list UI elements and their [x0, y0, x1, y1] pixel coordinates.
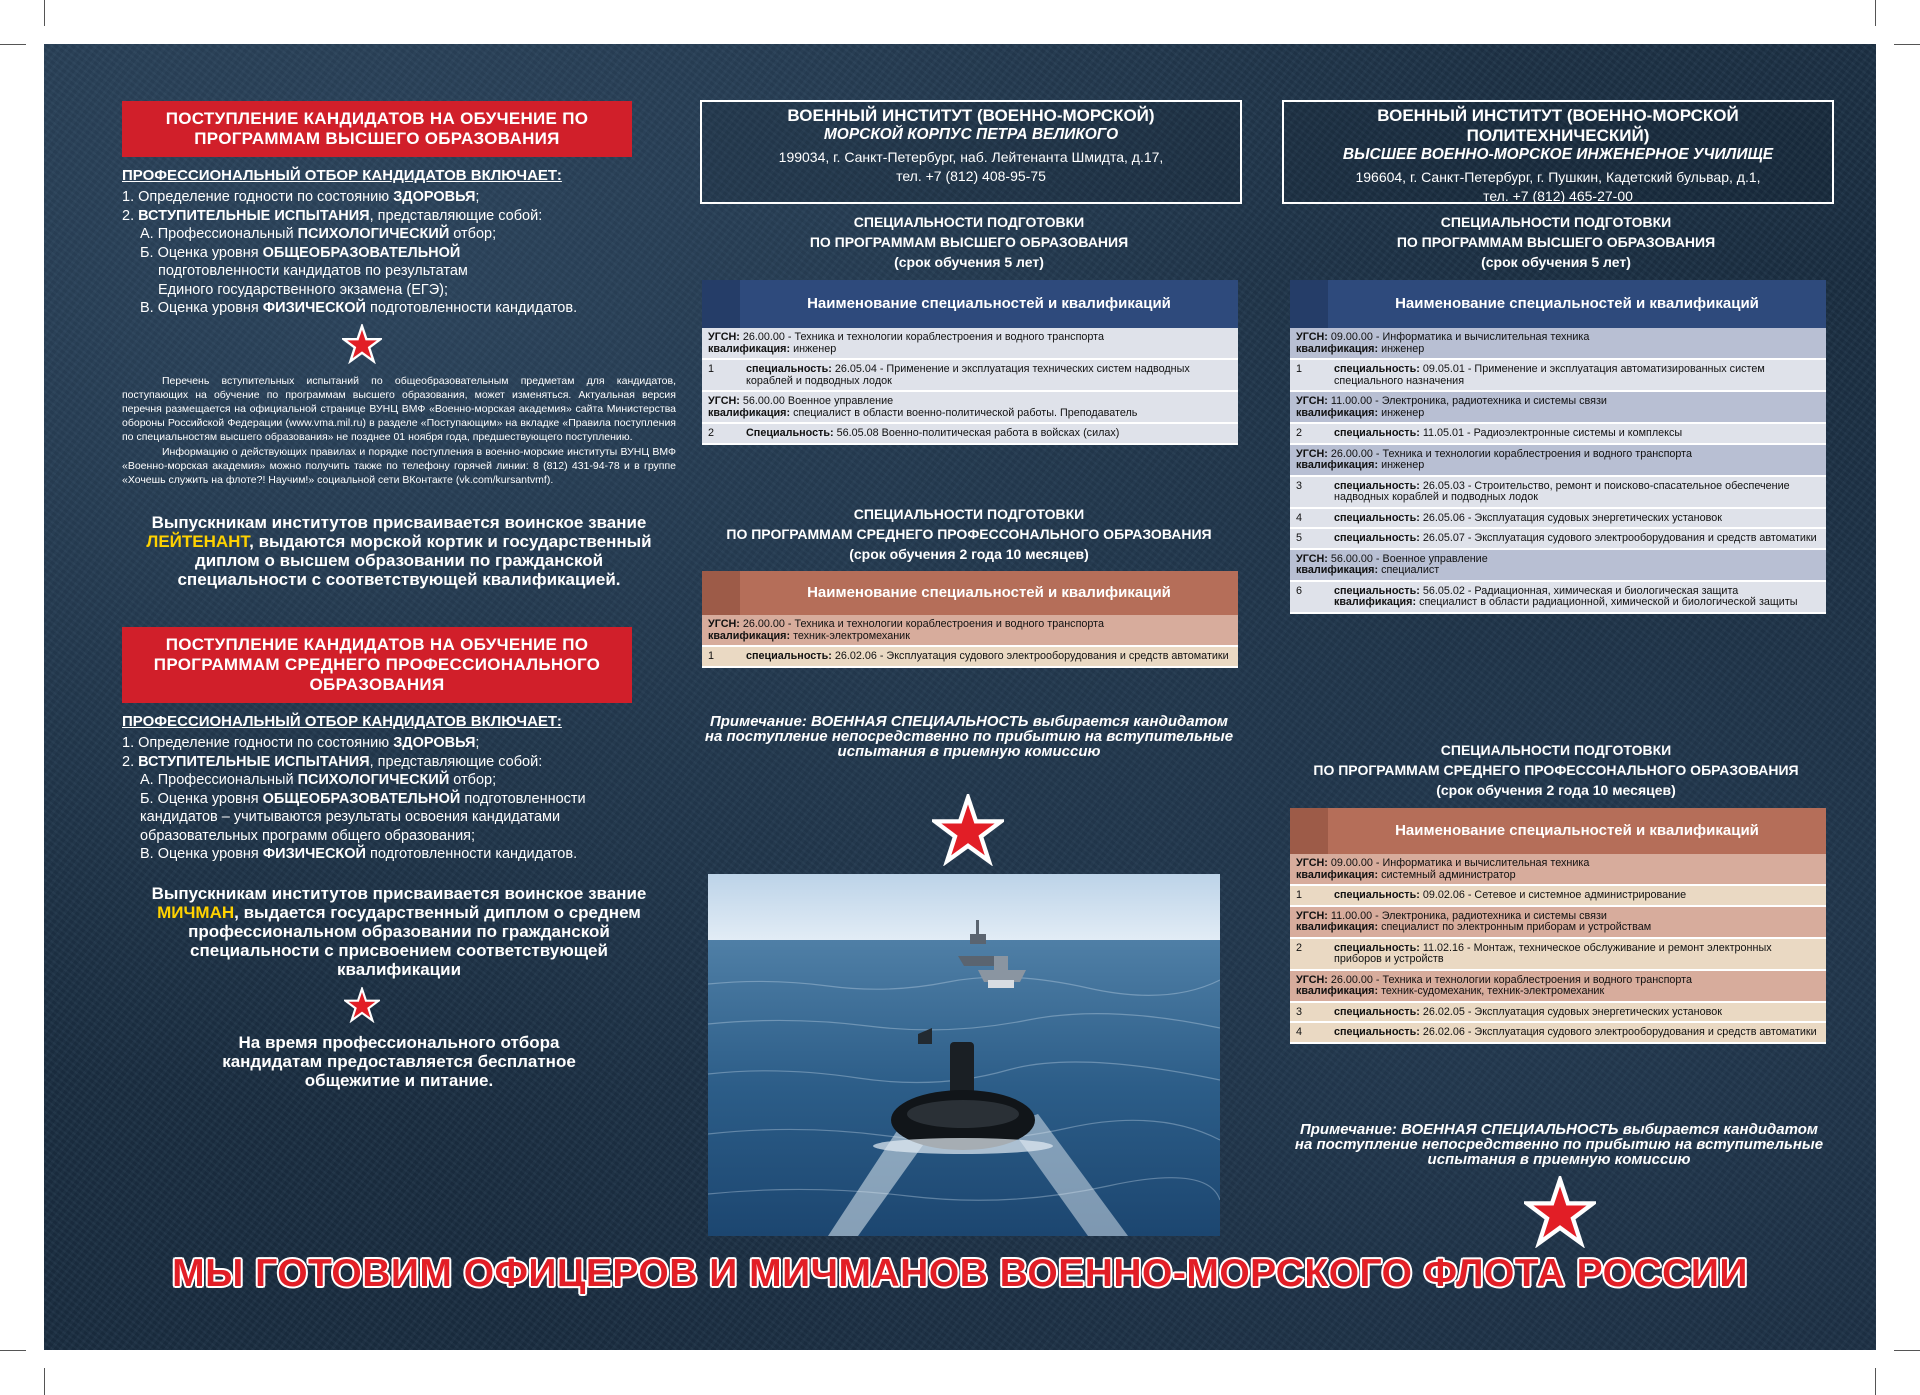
row-number: 1: [702, 359, 740, 391]
field-label: специальность:: [1334, 941, 1423, 954]
note-text: Примечание: ВОЕННАЯ СПЕЦИАЛЬНОСТЬ выбирается кандидатом на поступление непосредственно по прибытию на вступительные испытания в приемную комиссию: [1294, 1121, 1824, 1168]
secondary-education-header: ПОСТУПЛЕНИЕ КАНДИДАТОВ НА ОБУЧЕНИЕ ПО ПРОГРАММАМ СРЕДНЕГО ПРОФЕССИОНАЛЬНОГО ОБРАЗОВАНИЯ: [122, 627, 632, 703]
table-row: [1290, 549, 1826, 581]
star-icon: [342, 324, 382, 364]
specialty-cell: [1328, 1002, 1826, 1023]
submarine-photo: [708, 874, 1220, 1236]
specialty-cell: [740, 423, 1238, 444]
table-row: [1290, 359, 1826, 391]
field-value: 26.00.00 - Техника и технологии кораблестроения и водного транспорта: [1330, 973, 1693, 986]
table-row: [1290, 476, 1826, 508]
crop-mark: [1894, 44, 1920, 45]
institute-name: ВОЕННЫЙ ИНСТИТУТ (ВОЕННО-МОРСКОЙ): [787, 106, 1155, 125]
table-row: [1290, 423, 1826, 444]
field-label: УГСН:: [1296, 857, 1331, 869]
table-row: [1290, 854, 1826, 885]
specialties-title: СПЕЦИАЛЬНОСТИ ПОДГОТОВКИ ПО ПРОГРАММАМ СРЕДНЕГО ПРОФЕССОНАЛЬНОГО ОБРАЗОВАНИЯ (срок обучения 2 года 10 месяцев): [1313, 742, 1799, 798]
field-value: 09.02.06 - Сетевое и системное администрирование: [1422, 889, 1687, 901]
higher-education-header: ПОСТУПЛЕНИЕ КАНДИДАТОВ НА ОБУЧЕНИЕ ПО ПРОГРАММАМ ВЫСШЕГО ОБРАЗОВАНИЯ: [122, 101, 632, 157]
field-label: специальность:: [1334, 1026, 1423, 1038]
brochure-page: [44, 44, 1876, 1350]
institute-box-morskoy: [700, 100, 1242, 204]
selection-list: [122, 734, 642, 864]
field-value: специалист в области военно-политической работы. Преподаватель: [793, 406, 1138, 419]
list-item: Единого государственного экзамена (ЕГЭ);: [158, 281, 449, 298]
field-value: 26.05.04 - Применение и эксплуатация технических систем надводных кораблей и подводных лодок: [746, 363, 1190, 387]
field-value: 26.05.03 - Строительство, ремонт и поисково-спасательное обеспечение надводных кораблей и подводных лодок: [1334, 479, 1790, 503]
row-number: 5: [1290, 528, 1328, 549]
specialty-cell: [1328, 938, 1826, 970]
table-row: [1290, 970, 1826, 1002]
field-value: 09.05.01 - Применение и эксплуатация автоматизированных систем специального назначения: [1334, 363, 1765, 387]
specialty-cell: [1328, 359, 1826, 391]
field-value: 11.02.16 - Монтаж, техническое обслуживание и ремонт электронных приборов и устройств: [1334, 941, 1772, 965]
specialties-title: СПЕЦИАЛЬНОСТИ ПОДГОТОВКИ ПО ПРОГРАММАМ СРЕДНЕГО ПРОФЕССОНАЛЬНОГО ОБРАЗОВАНИЯ (срок обучения 2 года 10 месяцев): [726, 506, 1212, 562]
institute-name: ВОЕННЫЙ ИНСТИТУТ (ВОЕННО-МОРСКОЙ ПОЛИТЕХНИЧЕСКИЙ): [1377, 106, 1739, 145]
institute-phone: тел. +7 (812) 465-27-00: [1483, 188, 1633, 204]
crop-mark: [44, 1368, 45, 1395]
row-number: 1: [1290, 885, 1328, 906]
field-value: 56.05.02 - Радиационная, химическая и биологическая защита: [1422, 584, 1739, 597]
table-row: [702, 328, 1238, 359]
table-header: Наименование специальностей и квалификаций: [1328, 280, 1826, 328]
specialty-cell: [1328, 1022, 1826, 1043]
michman-graduation-text: Выпускникам институтов присваивается воинское звание МИЧМАН, выдается государственный диплом о среднем профессиональном образовании по гражданской специальности с присвоением соответствующей квалификации: [151, 883, 647, 979]
field-value: техник-судомеханик, техник-электромеханик: [1381, 985, 1605, 997]
list-item: 2. ВСТУПИТЕЛЬНЫЕ ИСПЫТАНИЯ, представляющие собой:: [122, 207, 543, 224]
field-value: 11.00.00 - Электроника, радиотехника и системы связи: [1330, 909, 1607, 922]
specialty-cell: [1328, 508, 1826, 529]
left-column: [122, 44, 676, 1090]
specialties-title: СПЕЦИАЛЬНОСТИ ПОДГОТОВКИ ПО ПРОГРАММАМ ВЫСШЕГО ОБРАЗОВАНИЯ (срок обучения 5 лет): [809, 214, 1129, 270]
row-number: 1: [702, 646, 740, 667]
crop-mark: [1875, 1368, 1876, 1395]
field-value: специалист: [1381, 564, 1440, 576]
field-value: 09.00.00 - Информатика и вычислительная техника: [1330, 857, 1590, 869]
crop-mark: [0, 1350, 26, 1351]
note-text: Примечание: ВОЕННАЯ СПЕЦИАЛЬНОСТЬ выбирается кандидатом на поступление непосредственно по прибытию на вступительные испытания в приемную комиссию: [704, 713, 1234, 760]
field-value: системный администратор: [1381, 868, 1516, 881]
specialty-cell: [1328, 423, 1826, 444]
specialty-cell: [1328, 581, 1826, 613]
specialty-cell: [1328, 476, 1826, 508]
specialties-table: [702, 571, 1238, 668]
field-label: специальность:: [1334, 1005, 1423, 1018]
table-header: Наименование специальностей и квалификаций: [740, 280, 1238, 328]
table-row: [1290, 1002, 1826, 1023]
field-value: 26.00.00 - Техника и технологии кораблестроения и водного транспорта: [742, 331, 1105, 343]
field-label: специальность:: [1334, 889, 1423, 901]
list-item: А. Профессиональный ПСИХОЛОГИЧЕСКИЙ отбор;: [140, 226, 497, 242]
specialties-title: СПЕЦИАЛЬНОСТИ ПОДГОТОВКИ ПО ПРОГРАММАМ ВЫСШЕГО ОБРАЗОВАНИЯ (срок обучения 5 лет): [1396, 214, 1716, 270]
row-number: 2: [1290, 938, 1328, 970]
field-label: УГСН:: [708, 331, 743, 343]
table-row: [1290, 508, 1826, 529]
ugsn-cell: [702, 391, 1238, 423]
specialties-table: [1290, 280, 1826, 614]
field-label: УГСН:: [1296, 395, 1331, 407]
info-paragraph: Перечень вступительных испытаний по общеобразовательным предметам для кандидатов, поступающих на обучение по программам высшего образования, может изменяться. Актуальная версия перечня размещается на официальной странице ВУНЦ ВМФ «Военно-морская академия» сайта Министерства обороны Российской Федерации (www.vma.mil.ru) в разделе «Поступающим» на вкладке «Правила поступления по специальностям высшего образования» не позднее 01 ноября года, предшествующего поступлению.: [122, 374, 676, 444]
field-label: квалификация:: [1296, 564, 1382, 576]
ugsn-cell: [1290, 970, 1826, 1002]
lieutenant-graduation-text: Выпускникам институтов присваивается воинское звание ЛЕЙТЕНАНТ, выдаются морской кортик и государственный диплом о высшем образовании по гражданской специальности с соответствующей квалификацией.: [146, 513, 652, 590]
list-item: Б. Оценка уровня ОБЩЕОБРАЗОВАТЕЛЬНОЙ подготовленности кандидатов – учитываются результаты освоения кандидатами образовательных программ общего образования;: [140, 790, 586, 844]
institute-address: 196604, г. Санкт-Петербург, г. Пушкин, Кадетский бульвар, д.1,: [1355, 169, 1761, 185]
field-value: инженер: [1381, 406, 1425, 419]
field-label: специальность:: [1334, 427, 1423, 439]
table-row: [1290, 528, 1826, 549]
field-label: Специальность:: [746, 427, 837, 439]
row-number: 3: [1290, 476, 1328, 508]
list-item: Б. Оценка уровня ОБЩЕОБРАЗОВАТЕЛЬНОЙ: [140, 244, 461, 261]
field-label: квалификация:: [1296, 406, 1382, 419]
field-value: инженер: [793, 342, 837, 355]
field-label: специальность:: [1334, 511, 1423, 524]
selection-heading: ПРОФЕССИОНАЛЬНЫЙ ОТБОР КАНДИДАТОВ ВКЛЮЧАЕТ:: [122, 713, 562, 731]
specialty-cell: [1328, 885, 1826, 906]
field-label: квалификация:: [1296, 342, 1382, 355]
field-label: УГСН:: [1296, 909, 1331, 922]
table-row: [702, 615, 1238, 646]
field-value: специалист в области радиационной, химической и биологической защиты: [1419, 596, 1798, 608]
table-row: [1290, 1022, 1826, 1043]
field-label: специальность:: [1334, 363, 1423, 375]
list-item: В. Оценка уровня ФИЗИЧЕСКОЙ подготовленности кандидатов.: [140, 300, 578, 316]
field-label: УГСН:: [1296, 552, 1331, 565]
table-row: [1290, 885, 1826, 906]
specialty-cell: [1328, 528, 1826, 549]
list-item: А. Профессиональный ПСИХОЛОГИЧЕСКИЙ отбор;: [140, 772, 497, 789]
field-label: УГСН:: [1296, 447, 1331, 460]
row-number: 4: [1290, 508, 1328, 529]
crop-mark: [44, 0, 45, 26]
field-value: специалист по электронным приборам и устройствам: [1381, 921, 1652, 933]
specialty-cell: [740, 359, 1238, 391]
field-label: специальность:: [746, 363, 835, 375]
field-label: квалификация:: [1296, 921, 1382, 933]
field-value: 26.05.07 - Эксплуатация судового электрооборудования и средств автоматики: [1422, 532, 1817, 544]
field-value: 26.00.00 - Техника и технологии кораблестроения и водного транспорта: [742, 618, 1105, 630]
table-row: [702, 359, 1238, 391]
field-label: специальность:: [1334, 584, 1423, 597]
table-header: Наименование специальностей и квалификаций: [1328, 808, 1826, 854]
ugsn-cell: [1290, 854, 1826, 885]
field-value: техник-электромеханик: [793, 629, 910, 642]
field-value: 11.05.01 - Радиоэлектронные системы и комплексы: [1422, 427, 1683, 439]
field-label: квалификация:: [1334, 596, 1420, 608]
selection-heading: ПРОФЕССИОНАЛЬНЫЙ ОТБОР КАНДИДАТОВ ВКЛЮЧАЕТ:: [122, 167, 562, 184]
list-item: В. Оценка уровня ФИЗИЧЕСКОЙ подготовленности кандидатов.: [140, 846, 578, 863]
specialties-table: [702, 280, 1238, 445]
crop-mark: [1875, 0, 1876, 26]
field-label: квалификация:: [708, 406, 794, 419]
table-row: [702, 391, 1238, 423]
institute-phone: тел. +7 (812) 408-95-75: [896, 168, 1046, 184]
institute-subtitle: ВЫСШЕЕ ВОЕННО-МОРСКОЕ ИНЖЕНЕРНОЕ УЧИЛИЩЕ: [1342, 146, 1774, 163]
specialty-cell: [740, 646, 1238, 667]
crop-mark: [0, 44, 26, 45]
table-row: [1290, 328, 1826, 359]
field-value: инженер: [1381, 459, 1425, 471]
field-label: УГСН:: [708, 395, 743, 407]
field-label: квалификация:: [1296, 459, 1382, 471]
field-value: 11.00.00 - Электроника, радиотехника и системы связи: [1330, 395, 1607, 407]
table-row: [1290, 581, 1826, 613]
field-label: специальность:: [1334, 479, 1423, 492]
field-value: инженер: [1381, 342, 1425, 355]
field-label: квалификация:: [1296, 868, 1382, 881]
table-row: [1290, 906, 1826, 938]
star-icon: [932, 794, 1004, 866]
ugsn-cell: [702, 615, 1238, 646]
info-paragraph: Информацию о действующих правилах и порядке поступления в военно-морские институты ВУНЦ ВМФ «Военно-морская академия» можно получить также по телефону горячей линии: 8 (812) 431-94-78 и в группе «Хочешь служить на флоте?! Научим!» социальной сети ВКонтакте (vk.com/kursantvmf).: [122, 445, 676, 486]
field-label: специальность:: [1334, 532, 1423, 544]
list-item: 1. Определение годности по состоянию ЗДОРОВЬЯ;: [122, 189, 480, 205]
table-row: [702, 423, 1238, 444]
ugsn-cell: [702, 328, 1238, 359]
field-value: 26.02.06 - Эксплуатация судового электрооборудования и средств автоматики: [834, 650, 1229, 662]
list-item: подготовленности кандидатов по результатам: [158, 263, 468, 279]
ugsn-cell: [1290, 444, 1826, 476]
star-icon: [344, 987, 380, 1023]
row-number: 1: [1290, 359, 1328, 391]
field-value: 09.00.00 - Информатика и вычислительная техника: [1330, 331, 1590, 343]
ugsn-cell: [1290, 391, 1826, 423]
field-value: 56.00.00 Военное управление: [742, 395, 894, 407]
field-value: 26.05.06 - Эксплуатация судовых энергетических установок: [1422, 511, 1722, 524]
list-item: 1. Определение годности по состоянию ЗДОРОВЬЯ;: [122, 735, 480, 752]
table-row: [1290, 938, 1826, 970]
row-number: 2: [1290, 423, 1328, 444]
field-value: 26.02.05 - Эксплуатация судовых энергетических установок: [1422, 1005, 1722, 1018]
row-number: 4: [1290, 1022, 1328, 1043]
field-value: 56.05.08 Военно-политическая работа в войсках (силах): [836, 427, 1120, 439]
bottom-banner: МЫ ГОТОВИМ ОФИЦЕРОВ И МИЧМАНОВ ВОЕННО-МОРСКОГО ФЛОТА РОССИИ: [172, 1252, 1748, 1295]
ugsn-cell: [1290, 549, 1826, 581]
ugsn-cell: [1290, 328, 1826, 359]
row-number: 3: [1290, 1002, 1328, 1023]
institute-subtitle: МОРСКОЙ КОРПУС ПЕТРА ВЕЛИКОГО: [823, 126, 1119, 143]
table-header: Наименование специальностей и квалификаций: [740, 571, 1238, 615]
field-value: 26.02.06 - Эксплуатация судового электрооборудования и средств автоматики: [1422, 1026, 1817, 1038]
selection-list: [122, 188, 676, 318]
field-value: 56.00.00 - Военное управление: [1330, 552, 1488, 565]
row-number: 2: [702, 423, 740, 444]
table-row: [1290, 391, 1826, 423]
list-item: 2. ВСТУПИТЕЛЬНЫЕ ИСПЫТАНИЯ, представляющие собой:: [122, 753, 543, 770]
institute-address: 199034, г. Санкт-Петербург, наб. Лейтенанта Шмидта, д.17,: [778, 149, 1164, 165]
table-row: [702, 646, 1238, 667]
specialties-table: [1290, 808, 1826, 1044]
field-value: 26.00.00 - Техника и технологии кораблестроения и водного транспорта: [1330, 447, 1693, 460]
crop-mark: [1894, 1350, 1920, 1351]
star-icon: [1524, 1176, 1596, 1248]
field-label: УГСН:: [708, 618, 743, 630]
field-label: УГСН:: [1296, 973, 1331, 986]
ugsn-cell: [1290, 906, 1826, 938]
table-row: [1290, 444, 1826, 476]
field-label: квалификация:: [1296, 985, 1382, 997]
field-label: специальность:: [746, 650, 835, 662]
field-label: квалификация:: [708, 629, 794, 642]
institute-box-polytechnic: [1282, 100, 1834, 204]
field-label: УГСН:: [1296, 331, 1331, 343]
field-label: квалификация:: [708, 342, 794, 355]
row-number: 6: [1290, 581, 1328, 613]
dormitory-text: На время профессионального отбора кандидатам предоставляется бесплатное общежитие и питание.: [222, 1032, 576, 1090]
